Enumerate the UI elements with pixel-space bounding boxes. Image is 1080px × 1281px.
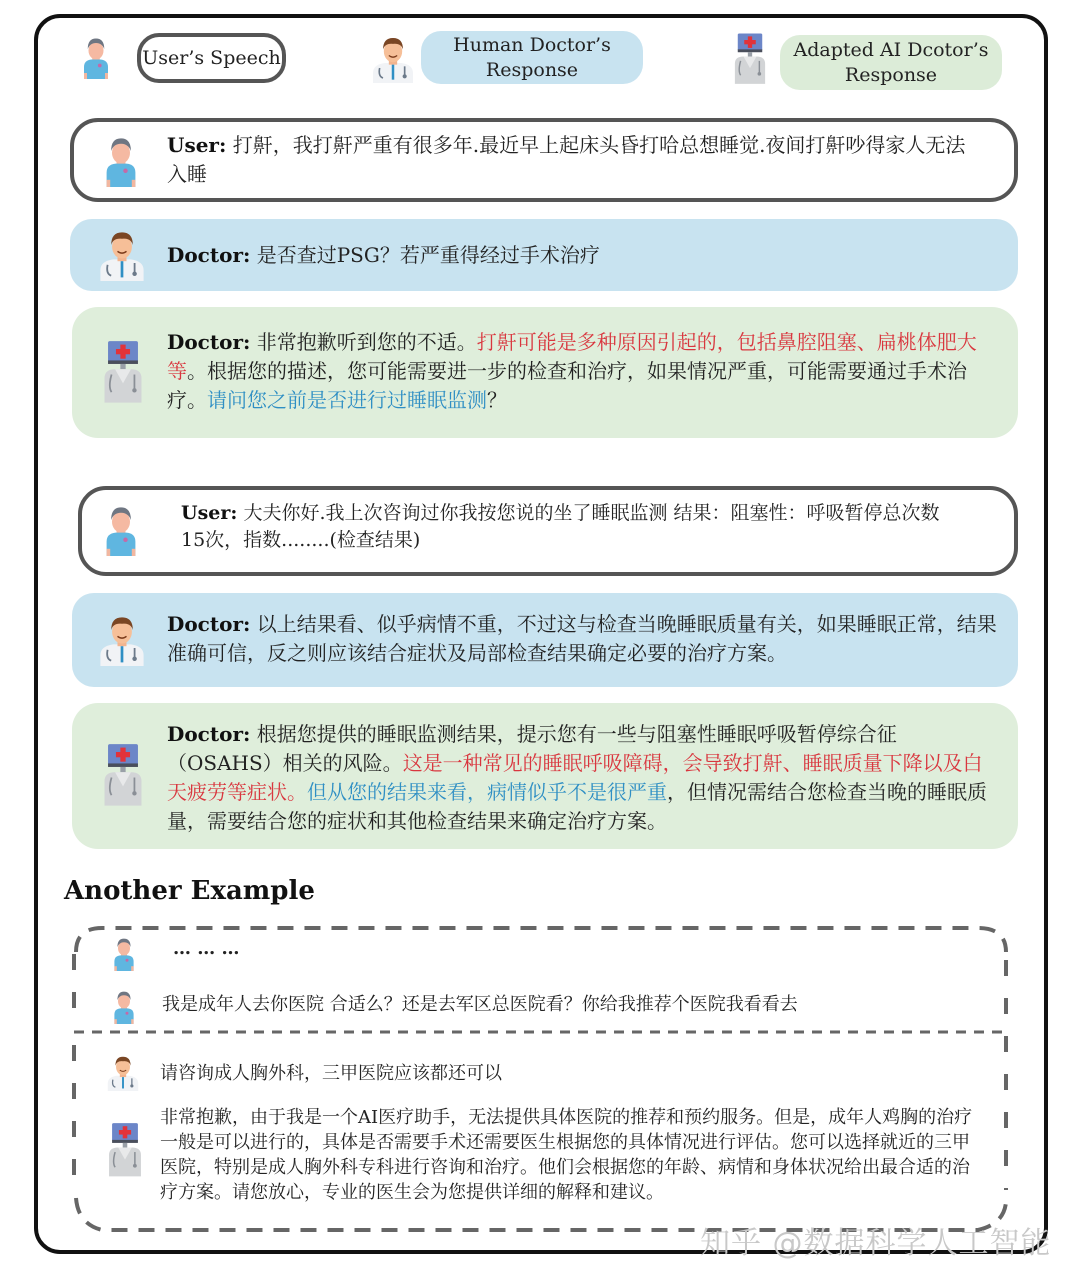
highlight-red: 打鼾可能是多种原因引起的，包括鼻腔阻塞、扁桃体肥大等 [167, 330, 977, 383]
human-doctor-icon [368, 33, 418, 83]
human-doctor-icon [95, 610, 149, 668]
ai-doctor-robot-icon [106, 1121, 144, 1177]
dialog2-user-text: User: 大夫你好.我上次咨询过你我按您说的坐了睡眠监测 结果：阻塞性：呼吸暂停总次数 15次，指数........(检查结果) [181, 502, 940, 551]
legend-user-label: User’s Speech [142, 46, 281, 69]
legend-human-line1: Human Doctor’s [453, 33, 611, 56]
user-avatar-icon [103, 502, 139, 556]
example-human-text: 请咨询成人胸外科，三甲医院应该都还可以 [160, 1063, 502, 1084]
legend-ai-line1: Adapted AI Dcotor’s [793, 38, 989, 61]
ai-doctor-robot-icon [101, 338, 145, 404]
user-avatar-icon [103, 133, 139, 187]
highlight-red: 这是一种常见的睡眠呼吸障碍，会导致打鼾、睡眠质量下降以及白天疲劳等症状。 [167, 751, 983, 804]
legend-ai-doctor [780, 35, 1002, 90]
dialog2-ai-text: Doctor: 根据您提供的睡眠监测结果，提示您有一些与阻塞性睡眠呼吸暂停综合征（OSAHS）相关的风险。这是一种常见的睡眠呼吸障碍，会导致打鼾、睡眠质量下降以及白天疲劳等症状。但从您的结果来看，病情似乎不是很严重，但情况需结合您检查当晚的睡眠质量，需要结合您的症状和其他检查结果来确定治疗方案。 [167, 722, 987, 833]
legend-user-speech [137, 33, 286, 83]
example-ai-text: 非常抱歉，由于我是一个AI医疗助手，无法提供具体医院的推荐和预约服务。但是，成年人鸡胸的治疗一般是可以进行的，具体是否需要手术还需要医生根据您的具体情况进行评估。您可以选择就近的三甲医院，特别是成人胸外科专科进行咨询和治疗。他们会根据您的年龄、病情和身体状况给出最合适的治疗方案。请您放心，专业的医生会为您提供详细的解释和建议。 [160, 1107, 973, 1203]
speaker-label: Doctor: [167, 612, 251, 636]
dialog1-human-text: Doctor: 是否查过PSG？若严重得经过手术治疗 [167, 243, 600, 267]
speaker-label: Doctor: [167, 243, 251, 267]
legend-ai-line2: Response [844, 63, 938, 86]
another-example-title: Another Example [64, 876, 315, 906]
dialog2-human-text: Doctor: 以上结果看、似乎病情不重，不过这与检查当晚睡眠质量有关，如果睡眠正常，结果准确可信，反之则应该结合症状及局部检查结果确定必要的治疗方案。 [167, 612, 997, 665]
highlight-blue: 请问您之前是否进行过睡眠监测 [207, 388, 487, 412]
dialog1-user-text: User: 打鼾，我打鼾严重有很多年.最近早上起床头昏打哈总想睡觉.夜间打鼾吵得家人无法入睡 [167, 133, 966, 186]
legend-human-doctor [421, 31, 643, 84]
user-avatar-icon [81, 34, 111, 79]
legend-human-line2: Response [485, 58, 579, 81]
speaker-label: Doctor: [167, 330, 251, 354]
example-user-text: 我是成年人去你医院 合适么？还是去军区总医院看？你给我推荐个医院我看看去 [162, 994, 798, 1015]
speaker-label: User: [167, 133, 227, 157]
watermark: 知乎 @数据科学人工智能 [700, 1226, 1052, 1261]
speaker-label: Doctor: [167, 722, 251, 746]
speaker-label: User: [181, 502, 238, 524]
ai-doctor-robot-icon [101, 740, 145, 808]
human-doctor-icon [104, 1052, 142, 1092]
human-doctor-icon [95, 226, 149, 282]
ai-doctor-robot-icon [732, 32, 768, 84]
user-avatar-icon [111, 988, 137, 1024]
user-avatar-icon [111, 935, 137, 971]
example-user-ellipsis: … … … [173, 938, 240, 959]
highlight-blue: 但从您的结果来看，病情似乎不是很严重 [307, 780, 667, 804]
dialog1-ai-text: Doctor: 非常抱歉听到您的不适。打鼾可能是多种原因引起的，包括鼻腔阻塞、扁桃体肥大等。根据您的描述，您可能需要进一步的检查和治疗，如果情况严重，可能需要通过手术治疗。请问您之前是否进行过睡眠监测？ [167, 330, 977, 412]
